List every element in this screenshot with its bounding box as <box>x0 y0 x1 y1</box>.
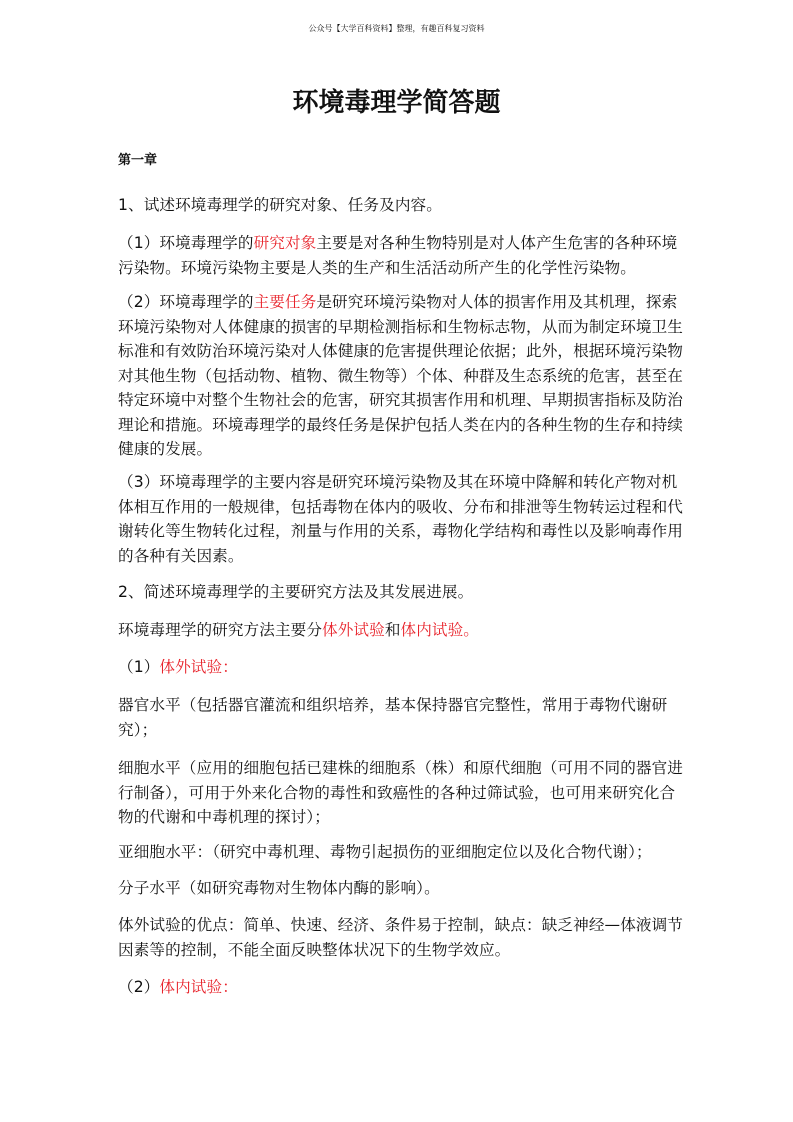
highlight: 体内试验： <box>159 978 238 996</box>
question-1: 1、试述环境毒理学的研究对象、任务及内容。 <box>118 196 442 214</box>
text: 主要是对各种生物特别是对人体产生危害的各种环境污染物。环境污染物主要是人类的生产和生活活动所产生的化学性污染物。 <box>118 234 678 277</box>
subheading-in-vivo <box>118 975 680 1000</box>
document-title: 环境毒理学简答题 <box>292 88 501 118</box>
text: 和 <box>384 621 401 639</box>
highlight: 体内试验。 <box>400 621 479 639</box>
text: （2）环境毒理学的 <box>118 293 254 311</box>
text: （1）环境毒理学的 <box>118 234 254 252</box>
paragraph-2 <box>118 290 683 462</box>
text: （2） <box>118 978 160 996</box>
paragraph-1 <box>118 231 683 280</box>
paragraph-pros-cons: 体外试验的优点：简单、快速、经济、条件易于控制，缺点：缺乏神经—体液调节因素等的控制，不能全面反映整体状况下的生物学效应。 <box>118 916 683 959</box>
text: 是研究环境污染物对人体的损害作用及其机理，探索环境污染物对人体健康的损害的早期检测指标和生物标志物，从而为制定环境卫生标准和有效防治环境污染对人体健康的危害提供理论依据；此外，根据环境污染物对其他生物（包括动物、植物、微生物等）个体、种群及生态系统的危害，甚至在特定环境中对整个生物社会的危害，研究其损害作用和机理、早期损害指标及防治理论和措施。环境毒理学的最终任务是保护包括人类在内的各种生物的生存和持续健康的发展。 <box>118 293 683 458</box>
highlight: 体外试验： <box>159 658 238 676</box>
highlight: 研究对象 <box>253 234 317 252</box>
subheading-in-vitro <box>118 655 680 680</box>
page-header-note: 公众号【大学百科资料】整理，有趣百科复习资料 <box>308 24 485 33</box>
paragraph-subcell-level: 亚细胞水平：（研究中毒机理、毒物引起损伤的亚细胞定位以及化合物代谢）； <box>118 843 652 861</box>
paragraph-methods <box>118 618 680 643</box>
paragraph-3: （3）环境毒理学的主要内容是研究环境污染物及其在环境中降解和转化产物对机体相互作用的一般规律，包括毒物在体内的吸收、分布和排泄等生物转运过程和代谢转化等生物转化过程，剂量与作用的关系，毒物化学结构和毒性以及影响毒作用的各种有关因素。 <box>118 473 683 565</box>
question-2: 2、简述环境毒理学的主要研究方法及其发展进展。 <box>118 583 474 601</box>
text: 环境毒理学的研究方法主要分 <box>118 621 323 639</box>
chapter-heading: 第一章 <box>118 153 158 168</box>
paragraph-cell-level: 细胞水平（应用的细胞包括已建株的细胞系（株）和原代细胞（可用不同的器官进行制备），可用于外来化合物的毒性和致癌性的各种过筛试验，也可用来研究化合物的代谢和中毒机理的探讨）； <box>118 759 683 826</box>
paragraph-molecular-level: 分子水平（如研究毒物对生物体内酶的影响）。 <box>118 879 440 897</box>
highlight: 体外试验 <box>322 621 385 639</box>
text: （1） <box>118 658 160 676</box>
highlight: 主要任务 <box>253 293 317 311</box>
paragraph-organ-level: 器官水平（包括器官灌流和组织培养，基本保持器官完整性，常用于毒物代谢研究）； <box>118 696 668 739</box>
